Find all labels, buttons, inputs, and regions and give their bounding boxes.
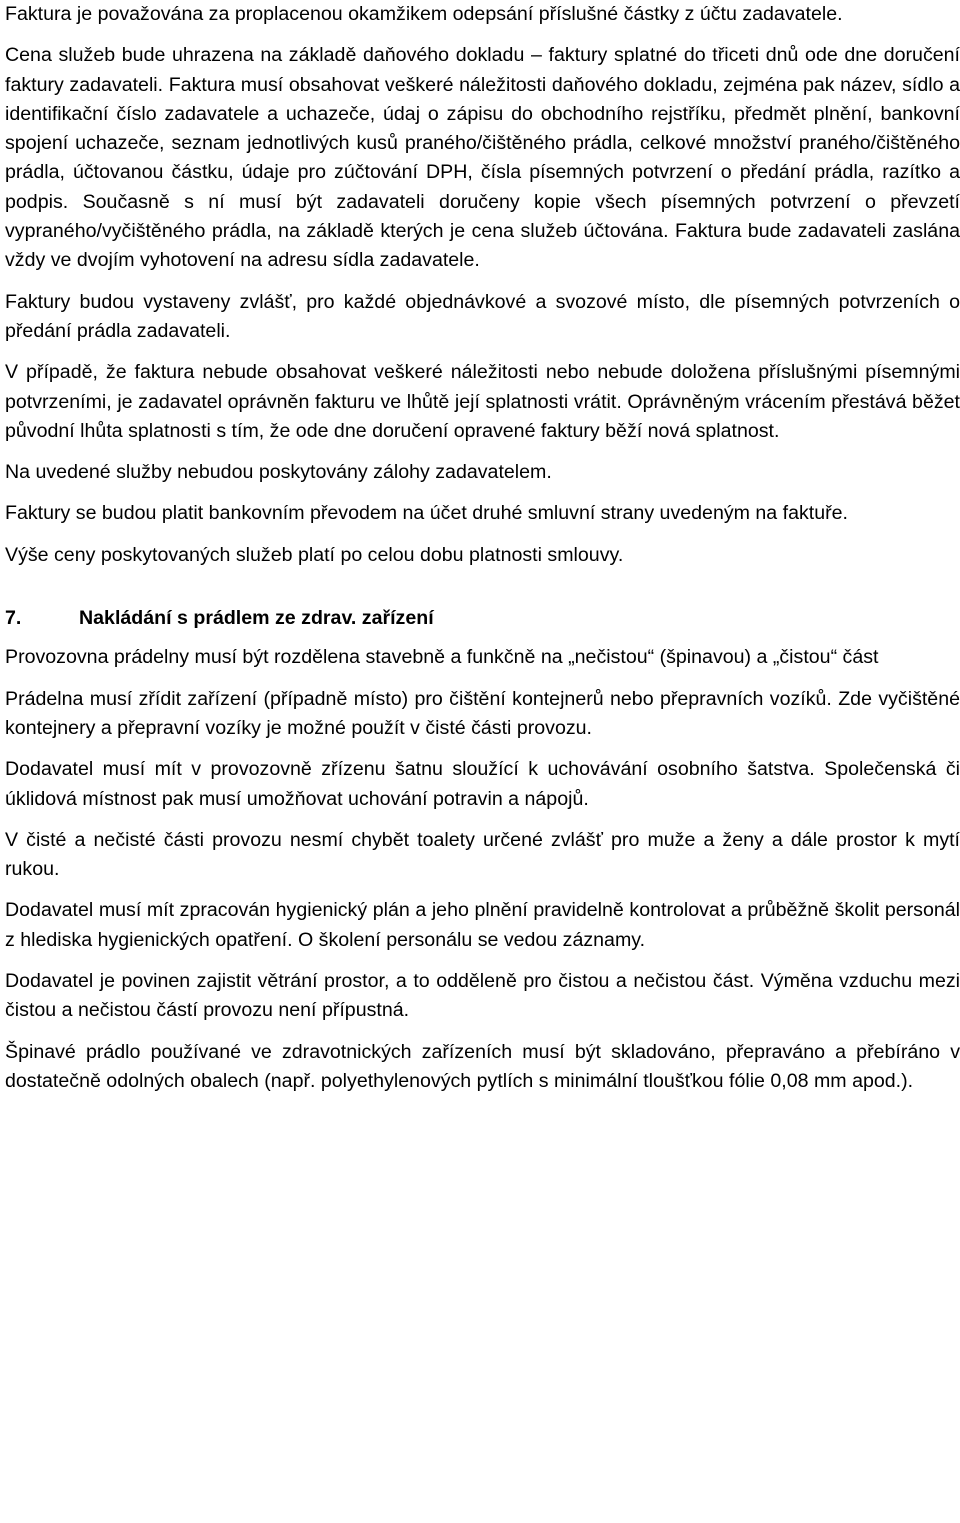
paragraph-bank-transfer: Faktury se budou platit bankovním převodem na účet druhé smluvní strany uvedeným na faktuře. bbox=[5, 502, 848, 525]
paragraph-invoice-return: V případě, že faktura nebude obsahovat veškeré náležitosti nebo nebude doložena příslušnými písemnými potvrzeními, je zadavatel oprávněn fakturu ve lhůtě její splatnosti vrátit. Oprávněným vrácením přestává běžet původní lhůta splatnosti s tím, že ode dne doručení opravené faktury běží nová splatnost. bbox=[5, 361, 960, 442]
paragraph-dirty-linen: Špinavé prádlo používané ve zdravotnických zařízeních musí být skladováno, přepraváno a přebíráno v dostatečně odolných obalech (např. polyethylenových pytlích s minimální tloušťkou fólie 0,08 mm apod.). bbox=[5, 1040, 960, 1092]
paragraph-ventilation: Dodavatel je povinen zajistit větrání prostor, a to odděleně pro čistou a nečistou část. Výměna vzduchu mezi čistou a nečistou částí provozu není přípustná. bbox=[5, 970, 960, 1022]
paragraph-container-cleaning: Prádelna musí zřídit zařízení (případně místo) pro čištění kontejnerů nebo přepravních vozíků. Zde vyčištěné kontejnery a přepravní vozíky je možné použít v čisté části provozu. bbox=[5, 687, 960, 739]
paragraph-changing-room: Dodavatel musí mít v provozovně zřízenu šatnu sloužící k uchovávání osobního šatstva. Společenská či úklidová místnost pak musí umožňovat uchování potravin a nápojů. bbox=[5, 758, 960, 810]
document-page bbox=[5, 0, 960, 1108]
paragraph-price-validity: Výše ceny poskytovaných služeb platí po celou dobu platnosti smlouvy. bbox=[5, 543, 624, 566]
paragraph-laundry-division: Provozovna prádelny musí být rozdělena stavebně a funkčně na „nečistou“ (špinavou) a „čistou“ část bbox=[5, 646, 879, 669]
section-number: 7. bbox=[5, 607, 22, 630]
paragraph-separate-invoices: Faktury budou vystaveny zvlášť, pro každé objednávkové a svozové místo, dle písemných potvrzeních o předání prádla zadavateli. bbox=[5, 290, 960, 342]
paragraph-hygiene-plan: Dodavatel musí mít zpracován hygienický plán a jeho plnění pravidelně kontrolovat a průběžně školit personál z hlediska hygienických opatření. O školení personálu se vedou záznamy. bbox=[5, 899, 960, 951]
section-heading bbox=[5, 604, 960, 633]
section-title: Nakládání s prádlem ze zdrav. zařízení bbox=[79, 607, 434, 630]
paragraph-toilets: V čisté a nečisté části provozu nesmí chybět toalety určené zvlášť pro muže a ženy a dále prostor k mytí rukou. bbox=[5, 828, 960, 881]
paragraph-invoice-contents: Cena služeb bude uhrazena na základě daňového dokladu – faktury splatné do třiceti dnů ode dne doručení faktury zadavateli. Faktura musí obsahovat veškeré náležitosti daňového dokladu, zejména pak název, sídlo a identifikační číslo zadavatele a uchazeče, údaj o zápisu do obchodního rejstříku, předmět plnění, bankovní spojení uchazeče, seznam jednotlivých kusů praného/čištěného prádla, celkové množství praného/čištěného prádla, účtovanou částku, údaje pro zúčtování DPH, čísla písemných potvrzení o předání prádla, razítko a podpis. Současně s ní musí být zadavateli doručeny kopie všech písemných potvrzení o převzetí vypraného/vyčištěného prádla, na základě kterých je cena služeb účtována. Faktura bude zadavateli zaslána vždy ve dvojím vyhotovení na adresu sídla zadavatele. bbox=[5, 44, 960, 272]
paragraph-no-advances: Na uvedené služby nebudou poskytovány zálohy zadavatelem. bbox=[5, 461, 552, 484]
paragraph-invoice-paid: Faktura je považována za proplacenou okamžikem odepsání příslušné částky z účtu zadavatele. bbox=[5, 3, 843, 25]
